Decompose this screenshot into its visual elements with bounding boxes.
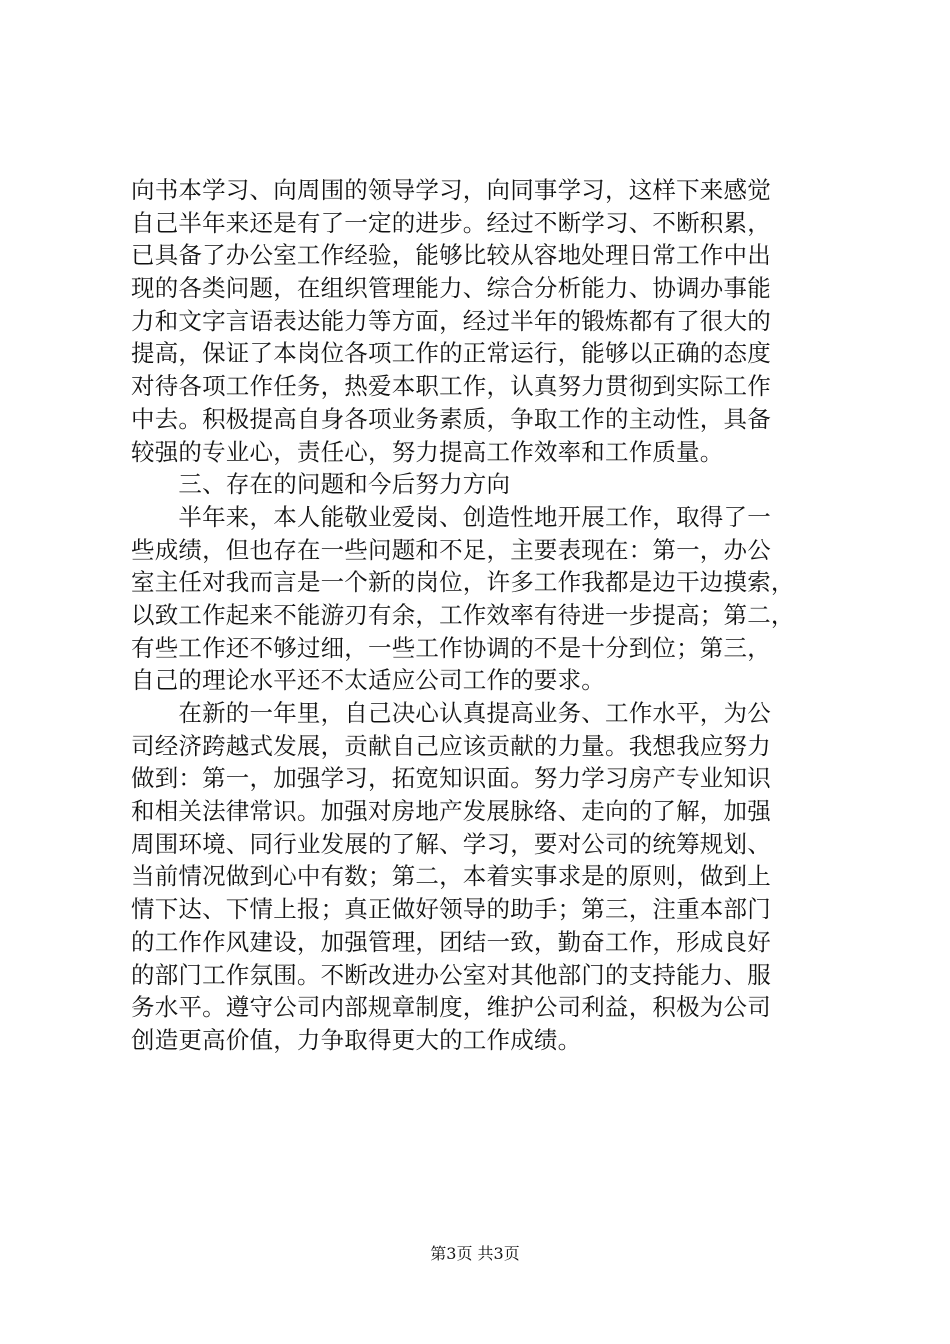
text-line: 有些工作还不够过细，一些工作协调的不是十分到位；第三， (131, 633, 771, 662)
text-line: 提高，保证了本岗位各项工作的正常运行，能够以正确的态度 (131, 339, 771, 368)
text-line: 务水平。遵守公司内部规章制度，维护公司利益，积极为公司 (131, 993, 771, 1022)
text-line: 自己半年来还是有了一定的进步。经过不断学习、不断积累， (131, 208, 771, 237)
text-line: 已具备了办公室工作经验，能够比较从容地处理日常工作中出 (131, 241, 771, 270)
text-line: 司经济跨越式发展，贡献自己应该贡献的力量。我想我应努力 (131, 731, 771, 760)
text-line: 做到：第一，加强学习，拓宽知识面。努力学习房产专业知识 (131, 764, 771, 793)
text-line: 当前情况做到心中有数；第二，本着实事求是的原则，做到上 (131, 862, 771, 891)
text-line: 现的各类问题，在组织管理能力、综合分析能力、协调办事能 (131, 274, 771, 303)
text-line: 以致工作起来不能游刃有余，工作效率有待进一步提高；第二， (131, 600, 795, 629)
text-line: 较强的专业心，责任心，努力提高工作效率和工作质量。 (131, 437, 724, 466)
text-line: 中去。积极提高自身各项业务素质，争取工作的主动性，具备 (131, 404, 771, 433)
text-line: 些成绩，但也存在一些问题和不足，主要表现在：第一，办公 (131, 535, 771, 564)
text-line: 的部门工作氛围。不断改进办公室对其他部门的支持能力、服 (131, 960, 771, 989)
text-line: 创造更高价值，力争取得更大的工作成绩。 (131, 1025, 582, 1054)
text-line: 情下达、下情上报；真正做好领导的助手；第三，注重本部门 (131, 895, 771, 924)
text-line: 和相关法律常识。加强对房地产发展脉络、走向的了解，加强 (131, 797, 771, 826)
text-line: 半年来，本人能敬业爱岗、创造性地开展工作，取得了一 (131, 502, 771, 531)
text-line: 的工作作风建设，加强管理，团结一致，勤奋工作，形成良好 (131, 927, 771, 956)
document-body (131, 174, 831, 1057)
page-number-footer: 第3页 共3页 (430, 1244, 520, 1263)
text-line: 力和文字言语表达能力等方面，经过半年的锻炼都有了很大的 (131, 306, 771, 335)
text-line: 室主任对我而言是一个新的岗位，许多工作我都是边干边摸索， (131, 568, 795, 597)
text-line: 对待各项工作任务，热爱本职工作，认真努力贯彻到实际工作 (131, 372, 771, 401)
text-line: 周围环境、同行业发展的了解、学习，要对公司的统筹规划、 (131, 829, 771, 858)
text-line: 向书本学习、向周围的领导学习，向同事学习，这样下来感觉 (131, 176, 771, 204)
text-line: 在新的一年里，自己决心认真提高业务、工作水平，为公 (131, 699, 771, 727)
section-heading: 三、存在的问题和今后努力方向 (131, 470, 511, 499)
text-line: 自己的理论水平还不太适应公司工作的要求。 (131, 666, 605, 695)
